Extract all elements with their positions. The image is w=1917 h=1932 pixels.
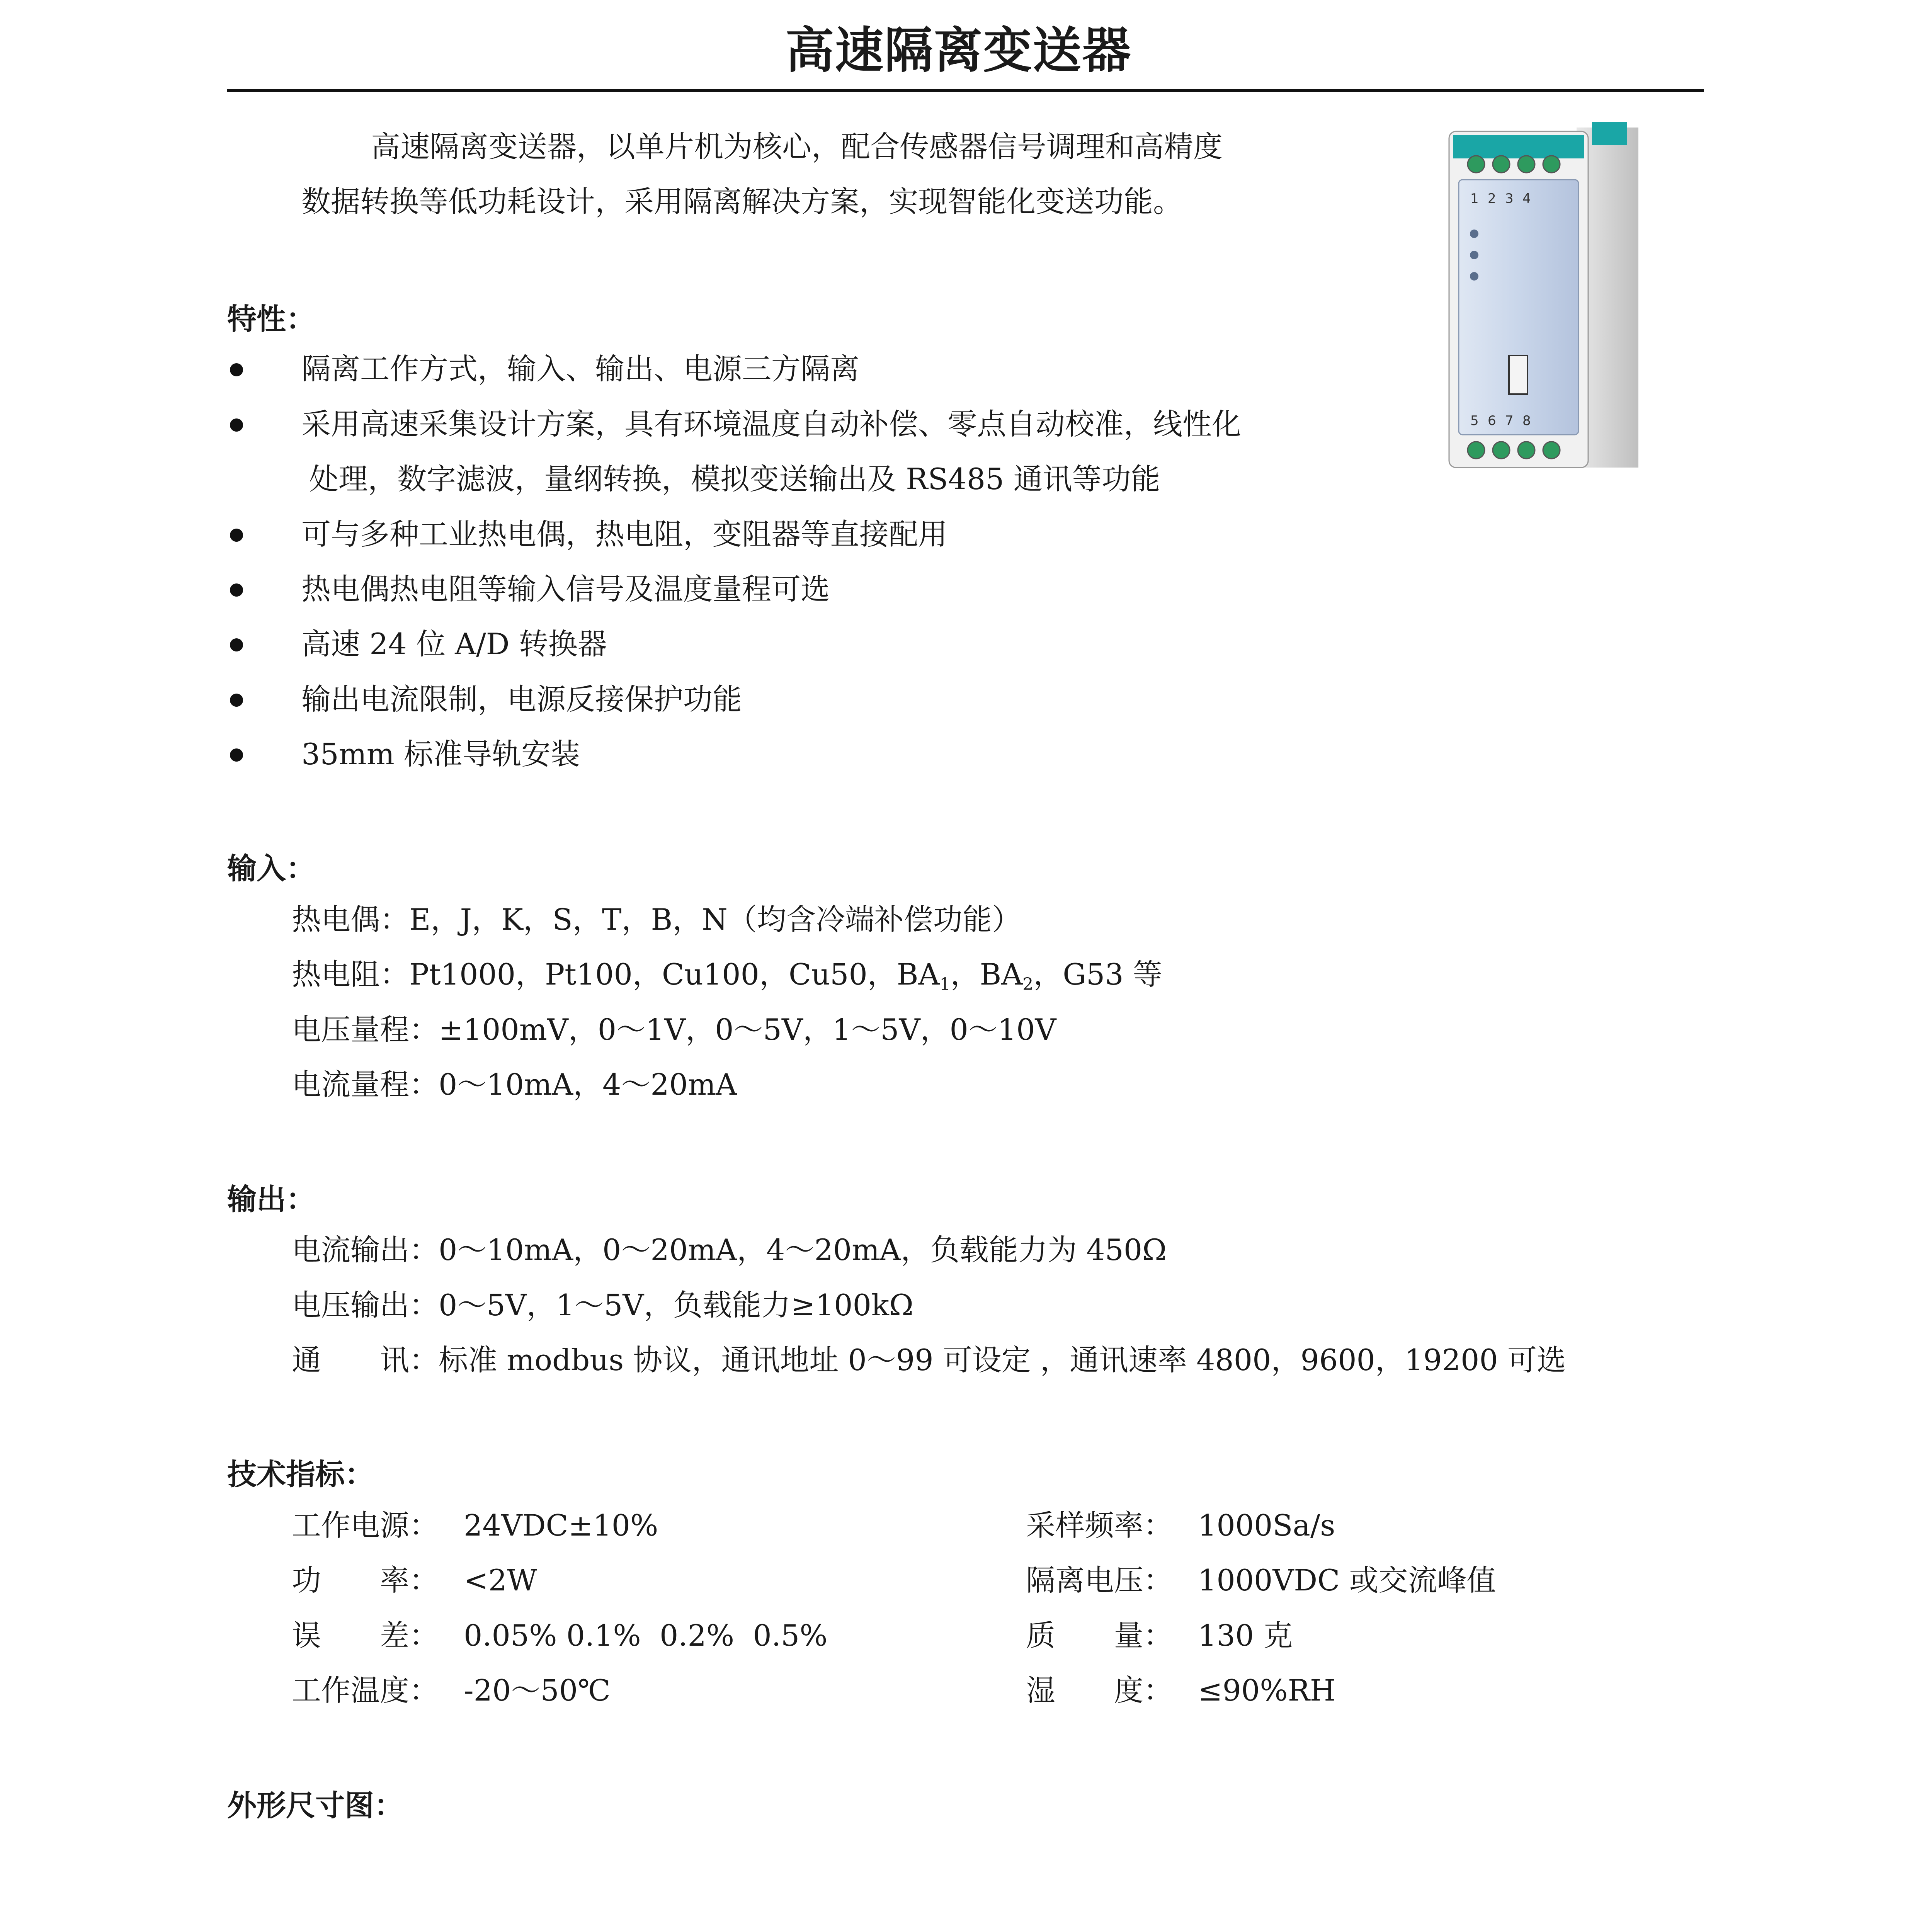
spec-temp-label: 工作温度：: [292, 1673, 439, 1708]
output-comm: 通 讯：标准 modbus 协议，通讯地址 0～99 可设定 ，通讯速率 4800，9600，19200 可选: [292, 1343, 1566, 1377]
page-title: 高速隔离变送器: [785, 22, 1132, 79]
intro-line-1: 高速隔离变送器，以单片机为核心，配合传感器信号调理和高精度: [371, 129, 1223, 164]
photo-led-icon: [1470, 251, 1478, 259]
input-current-range: 电流量程：0～10mA，4～20mA: [292, 1067, 737, 1102]
spec-error-value: 0.05% 0.1% 0.2% 0.5%: [464, 1618, 828, 1653]
bullet-icon: [230, 694, 243, 707]
spec-power-supply-value: 24VDC±10%: [464, 1508, 658, 1543]
output-heading: 输出：: [227, 1182, 315, 1216]
bullet-icon: [230, 583, 243, 597]
spec-sample-rate-label: 采样频率：: [1026, 1508, 1173, 1543]
output-voltage: 电压输出：0～5V，1～5V，负载能力≥100kΩ: [292, 1288, 913, 1322]
output-current: 电流输出：0～10mA，0～20mA，4～20mA，负载能力为 450Ω: [292, 1233, 1167, 1267]
feature-item-1: 隔离工作方式，输入、输出、电源三方隔离: [301, 352, 859, 386]
photo-bottom-label-6: 6: [1488, 413, 1496, 429]
feature-item-6: 输出电流限制，电源反接保护功能: [301, 682, 742, 716]
photo-led-icon: [1470, 230, 1478, 238]
spec-weight-label: 质 量：: [1026, 1618, 1173, 1653]
photo-bottom-label-7: 7: [1505, 413, 1514, 429]
photo-led-icon: [1470, 272, 1478, 281]
spec-power-value: <2W: [464, 1563, 538, 1597]
spec-sample-rate-value: 1000Sa/s: [1198, 1508, 1335, 1543]
photo-bottom-label-5: 5: [1470, 413, 1479, 429]
photo-bottom-label-8: 8: [1522, 413, 1531, 429]
spec-isolation-value: 1000VDC 或交流峰值: [1198, 1563, 1496, 1597]
bullet-icon: [230, 418, 243, 432]
feature-item-4: 热电偶热电阻等输入信号及温度量程可选: [301, 572, 830, 606]
feature-item-7: 35mm 标准导轨安装: [301, 737, 580, 771]
input-heading: 输入：: [227, 851, 315, 886]
dimensions-heading: 外形尺寸图：: [227, 1788, 403, 1823]
input-thermocouple: 热电偶：E，J，K，S，T，B，N（均含冷端补偿功能）: [292, 902, 1021, 937]
photo-top-label-1: 1: [1470, 191, 1479, 206]
spec-isolation-label: 隔离电压：: [1026, 1563, 1173, 1597]
feature-item-5: 高速 24 位 A/D 转换器: [301, 627, 607, 661]
product-photo: [1437, 116, 1654, 475]
photo-top-label-4: 4: [1522, 191, 1531, 206]
spec-power-label: 功 率：: [292, 1563, 439, 1597]
spec-error-label: 误 差：: [292, 1618, 439, 1653]
input-voltage-range: 电压量程：±100mV，0～1V，0～5V，1～5V，0～10V: [292, 1012, 1056, 1047]
spec-weight-value: 130 克: [1198, 1618, 1293, 1653]
intro-line-2: 数据转换等低功耗设计，采用隔离解决方案，实现智能化变送功能。: [301, 184, 1182, 219]
photo-usb-port-icon: [1509, 355, 1527, 394]
photo-top-label-3: 3: [1505, 191, 1514, 206]
input-rtd: 热电阻：Pt1000，Pt100，Cu100，Cu50，$BA_1$，$BA_2$，G53 等: [292, 957, 1162, 994]
feature-item-2: 采用高速采集设计方案，具有环境温度自动补偿、零点自动校准，线性化: [301, 407, 1241, 441]
spec-temp-value: -20～50℃: [464, 1673, 611, 1708]
photo-top-label-2: 2: [1488, 191, 1496, 206]
title-underline: [227, 89, 1704, 92]
feature-item-2-cont: 处理，数字滤波，量纲转换，模拟变送输出及 RS485 通讯等功能: [309, 462, 1160, 496]
specs-heading: 技术指标：: [227, 1457, 374, 1492]
spec-humidity-value: ≤90%RH: [1198, 1673, 1336, 1708]
bullet-icon: [230, 529, 243, 542]
bullet-icon: [230, 748, 243, 762]
spec-humidity-label: 湿 度：: [1026, 1673, 1173, 1708]
spec-power-supply-label: 工作电源：: [292, 1508, 439, 1543]
feature-item-3: 可与多种工业热电偶，热电阻，变阻器等直接配用: [301, 517, 947, 551]
bullet-icon: [230, 638, 243, 651]
features-heading: 特性：: [227, 302, 315, 336]
bullet-icon: [230, 363, 243, 376]
